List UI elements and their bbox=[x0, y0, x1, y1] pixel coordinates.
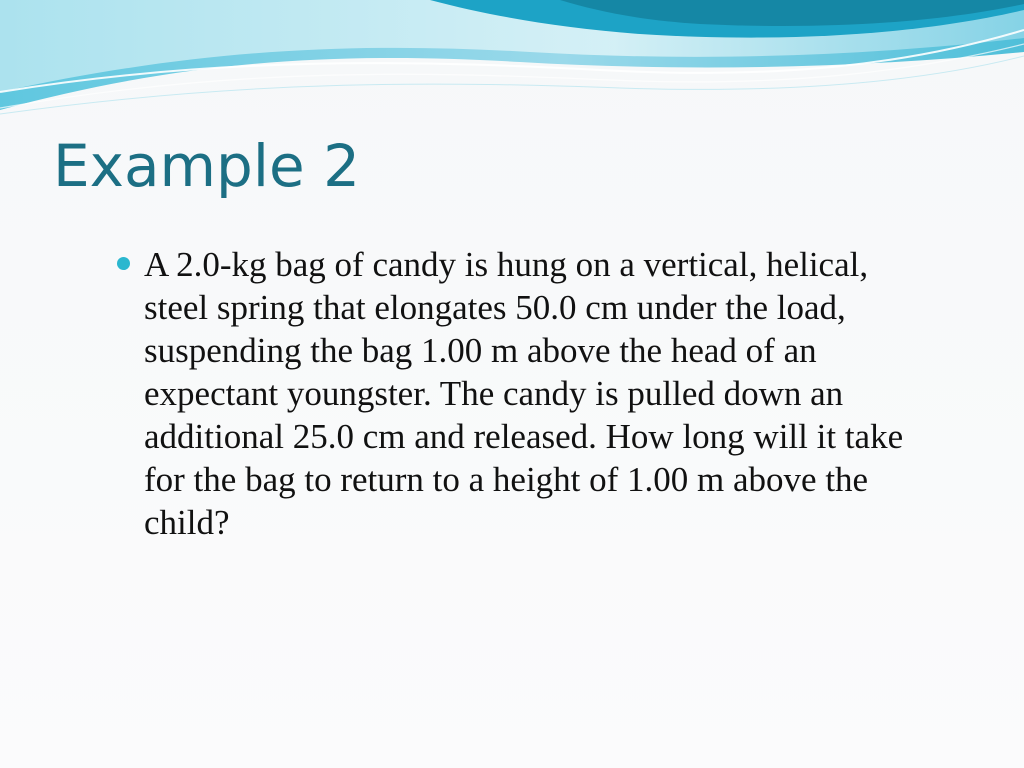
bullet-text: A 2.0-kg bag of candy is hung on a vertical, helical, steel spring that elongates 50.0 cm under the load, suspending the bag 1.00 m above the head of an expectant youngster. The candy is pulled down an additional 25.0 cm and released. How long will it take for the bag to return to a height of 1.00 m above the child? bbox=[144, 245, 904, 542]
slide-title: Example 2 bbox=[53, 132, 360, 200]
bullet-list bbox=[115, 243, 905, 544]
bullet-icon bbox=[117, 257, 130, 270]
bullet-item bbox=[115, 243, 905, 544]
header-wave-decoration bbox=[0, 0, 1024, 130]
